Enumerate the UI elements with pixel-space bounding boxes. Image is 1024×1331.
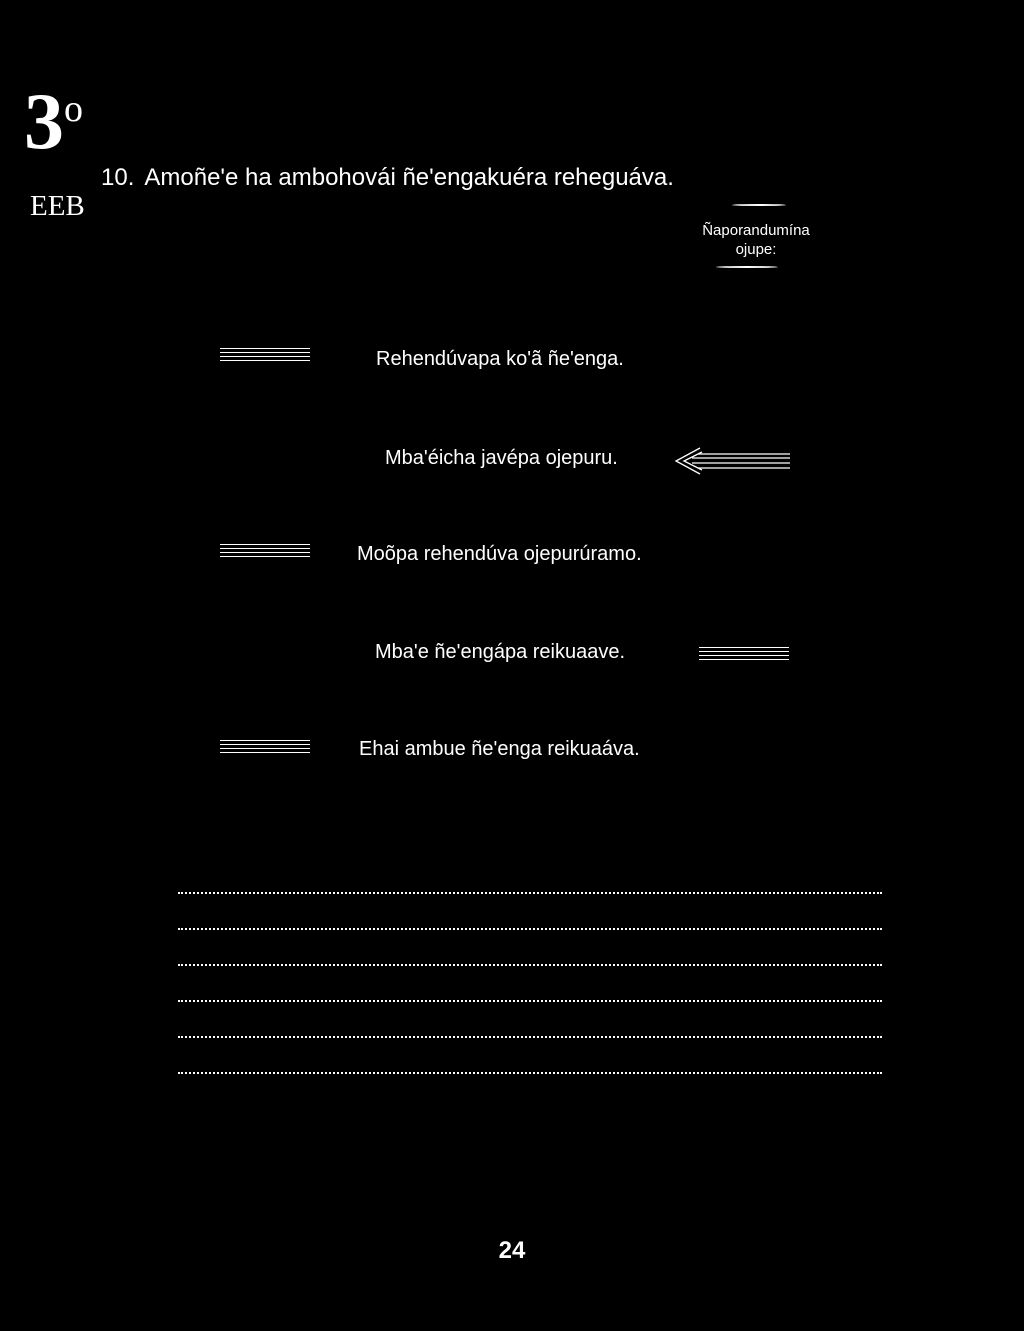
speech-lines-icon — [220, 542, 312, 562]
answer-prompt-box — [686, 200, 826, 274]
speech-lines-icon — [220, 738, 312, 758]
writing-line[interactable] — [178, 1036, 882, 1038]
answer-prompt-text — [686, 221, 826, 259]
writing-line[interactable] — [178, 964, 882, 966]
speech-lines-icon — [699, 645, 791, 665]
grade-ordinal: o — [64, 88, 81, 130]
writing-line[interactable] — [178, 928, 882, 930]
writing-line[interactable] — [178, 1000, 882, 1002]
exercise-number: 10. — [101, 164, 135, 191]
level-label: EEB — [30, 190, 85, 222]
speech-lines-icon — [220, 346, 312, 366]
question-item: Moõpa rehendúva ojepurúramo. — [357, 543, 642, 565]
writing-line[interactable] — [178, 892, 882, 894]
page-number: 24 — [498, 1237, 526, 1264]
answer-prompt-line2: ojupe: — [735, 241, 777, 258]
question-item: Mba'e ñe'engápa reikuaave. — [375, 641, 626, 663]
question-item: Ehai ambue ñe'enga reikuaáva. — [359, 738, 640, 760]
decorative-stroke-bottom — [716, 266, 778, 268]
answer-prompt-line1: Ñaporandumína — [702, 222, 810, 239]
grade-indicator — [24, 78, 81, 166]
question-item: Rehendúvapa ko'ã ñe'enga. — [376, 348, 624, 370]
grade-number: 3 — [24, 78, 62, 166]
question-item: Mba'éicha javépa ojepuru. — [385, 447, 618, 469]
decorative-stroke-top — [732, 204, 786, 206]
exercise-instruction-text: Amoñe'e ha ambohovái ñe'engakuéra reheguáva. — [144, 164, 674, 191]
arrow-left-icon — [672, 444, 792, 478]
writing-line[interactable] — [178, 1072, 882, 1074]
exercise-instruction — [101, 163, 674, 193]
